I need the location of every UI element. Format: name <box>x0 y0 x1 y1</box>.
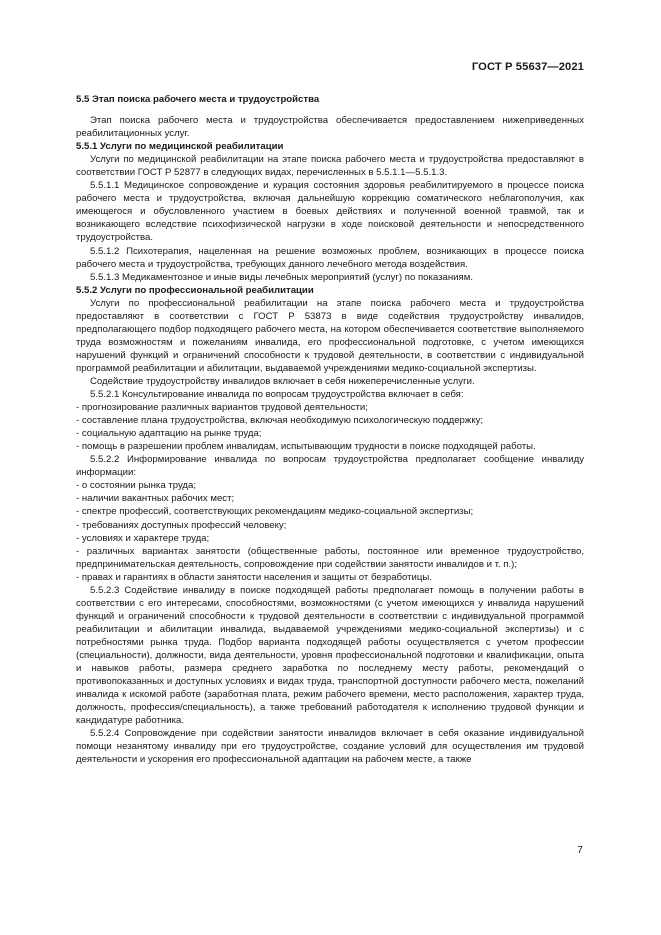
list-item: - различных вариантах занятости (общественные работы, постоянное или временное трудоустройство, предпринимательская деятельность, сопровождение при содействии занятости инвалидов и т. п.); <box>76 545 584 570</box>
subsection-heading: 5.5.2 Услуги по профессиональной реабилитации <box>76 284 314 296</box>
paragraph: Услуги по профессиональной реабилитации на этапе поиска рабочего места и трудоустройства предоставляют в соответствии с ГОСТ Р 53873 в виде содействия трудоустройству инвалидов, предполагающего подбор подходящего рабочего места, на котором обеспечивается соответствие выполняемого труда возможностям и пожеланиям инвалида, его профессиональной подготовке, с учетом имеющихся нарушений функций и ограничений способности к трудовой деятельности, в соответствии с индивидуальной программой реабилитации и абилитации, выдаваемой учреждениями медико-социальной экспертизы. <box>76 297 584 374</box>
list-item: - помощь в разрешении проблем инвалидам, испытывающим трудности в поиске подходящей работы. <box>76 441 536 453</box>
paragraph: Содействие трудоустройству инвалидов включает в себя нижеперечисленные услуги. <box>90 375 475 387</box>
paragraph: 5.5.2.3 Содействие инвалиду в поиске подходящей работы предполагает помощь в получении работы в соответствии с его интересами, способностями, возможностями (с учетом имеющихся у инвалида нарушений функций и ограничений способности к трудовой деятельности в соответствии с индивидуальной программой реабилитации и абилитации инвалида, выдаваемой учреждениями медико-социальной экспертизы) и с потребностями рынка труда. Подбор варианта подходящей работы осуществляется с учетом профессии (специальности), должности, вида деятельности, уровня профессиональной подготовки и квалификации, опыта и навыков работы, размера среднего заработка по последнему месту работы, рекомендаций о противопоказанных и доступных условиях и видах труда, транспортной доступности рабочего места, пожеланий инвалида к искомой работе (заработная плата, режим рабочего времени, место расположения, характер труда, должность, профессия/специальность), а также требований работодателя к исполнению трудовой функции и кандидатуре работника. <box>76 584 584 727</box>
paragraph: 5.5.1.1 Медицинское сопровождение и курация состояния здоровья реабилитируемого в процессе поиска рабочего места и трудоустройства, включая дальнейшую коррекцию соматического неблагополучия, как имеющегося и обусловленного участием в боевых действиях и полученной военной травмой, так и возникающего вследствие психофизической нагрузки в ходе поисковой деятельности и непосредственного трудоустройства. <box>76 180 584 244</box>
paragraph: 5.5.2.4 Сопровождение при содействии занятости инвалидов включает в себя оказание индивидуальной помощи незанятому инвалиду при его трудоустройстве, создание условий для осуществления им трудовой деятельности и ускорения его профессиональной адаптации на рабочем месте, а также <box>76 728 584 766</box>
page-number: 7 <box>577 844 583 856</box>
list-item: - прогнозирование различных вариантов трудовой деятельности; <box>76 402 368 414</box>
paragraph: 5.5.2.1 Консультирование инвалида по вопросам трудоустройства включает в себя: <box>90 389 464 401</box>
list-item: - условиях и характере труда; <box>76 532 210 544</box>
document-header-standard-id: ГОСТ Р 55637—2021 <box>471 61 584 73</box>
paragraph: 5.5.2.2 Информирование инвалида по вопросам трудоустройства предполагает сообщение инвалиду информации: <box>76 454 584 479</box>
paragraph: 5.5.1.2 Психотерапия, нацеленная на решение возможных проблем, возникающих в процессе поиска рабочего места и трудоустройства, требующих данного лечебного метода воздействия. <box>76 245 584 270</box>
paragraph: 5.5.1.3 Медикаментозное и иные виды лечебных мероприятий (услуг) по показаниям. <box>90 271 474 283</box>
document-body <box>76 93 584 766</box>
list-item: - спектре профессий, соответствующих рекомендациям медико-социальной экспертизы; <box>76 506 474 518</box>
paragraph: Этап поиска рабочего места и трудоустройства обеспечивается предоставлением нижеприведенных реабилитационных услуг. <box>76 115 584 140</box>
list-item: - правах и гарантиях в области занятости населения и защиты от безработицы. <box>76 571 432 583</box>
list-item: - о состоянии рынка труда; <box>76 480 197 492</box>
list-item: - составление плана трудоустройства, включая необходимую психологическую поддержку; <box>76 415 484 427</box>
list-item: - требованиях доступных профессий человеку; <box>76 519 287 531</box>
list-item: - социальную адаптацию на рынке труда; <box>76 428 262 440</box>
list-item: - наличии вакантных рабочих мест; <box>76 493 235 505</box>
section-heading: 5.5 Этап поиска рабочего места и трудоустройства <box>76 94 320 105</box>
paragraph: Услуги по медицинской реабилитации на этапе поиска рабочего места и трудоустройства предоставляют в соответствии ГОСТ Р 52877 в следующих видах, перечисленных в 5.5.1.1—5.5.1.3. <box>76 154 584 179</box>
subsection-heading: 5.5.1 Услуги по медицинской реабилитации <box>76 141 284 153</box>
